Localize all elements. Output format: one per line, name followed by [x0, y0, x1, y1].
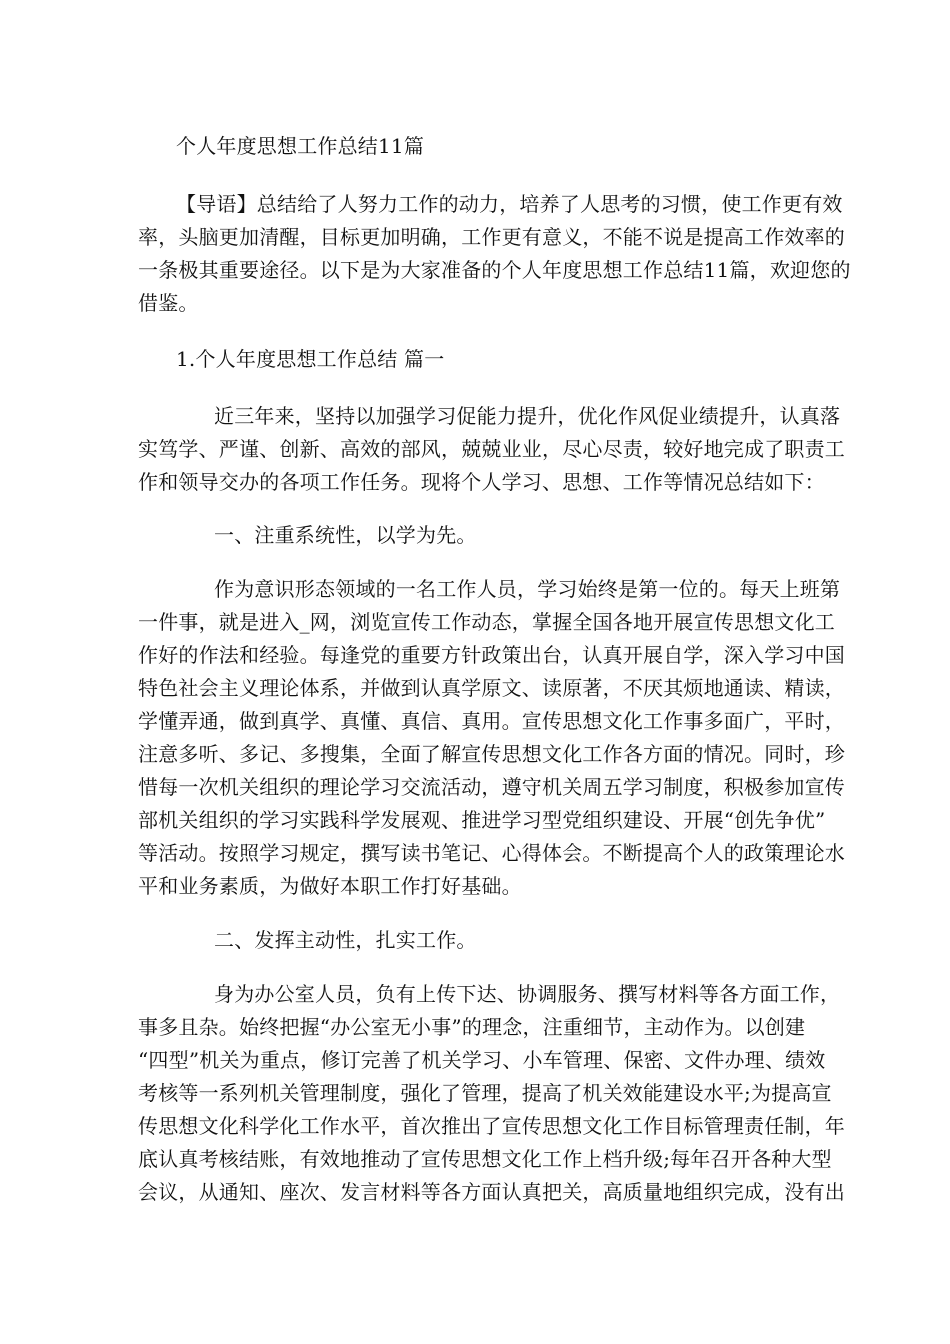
paragraph-line: 近三年来，坚持以加强学习促能力提升，优化作风促业绩提升，认真落 [214, 404, 841, 428]
intro-line: 借鉴。 [138, 291, 199, 315]
section-heading: 1.个人年度思想工作总结 篇一 [176, 347, 445, 371]
intro-line: 率，头脑更加清醒，目标更加明确，工作更有意义，不能不说是提高工作效率的 [138, 225, 845, 249]
paragraph-line: 作好的作法和经验。每逢党的重要方针政策出台，认真开展自学，深入学习中国 [138, 643, 845, 667]
paragraph-line: 等活动。按照学习规定，撰写读书笔记、心得体会。不断提高个人的政策理论水 [138, 841, 845, 865]
paragraph-line: 事多且杂。始终把握“办公室无小事”的理念，注重细节，主动作为。以创建 [138, 1015, 806, 1039]
paragraph-line: 注意多听、多记、多搜集，全面了解宣传思想文化工作各方面的情况。同时，珍 [138, 742, 845, 766]
paragraph-line: 传思想文化科学化工作水平，首次推出了宣传思想文化工作目标管理责任制，年 [138, 1114, 845, 1138]
paragraph-line: 会议，从通知、座次、发言材料等各方面认真把关，高质量地组织完成，没有出 [138, 1180, 845, 1204]
paragraph-line: 学懂弄通，做到真学、真懂、真信、真用。宣传思想文化工作事多面广，平时， [138, 709, 845, 733]
paragraph-line: 平和业务素质，为做好本职工作打好基础。 [138, 874, 522, 898]
paragraph-line: 特色社会主义理论体系，并做到认真学原文、读原著，不厌其烦地通读、精读， [138, 676, 845, 700]
subheading: 一、注重系统性，以学为先。 [214, 523, 477, 547]
paragraph-line: 部机关组织的学习实践科学发展观、推进学习型党组织建设、开展“创先争优” [138, 808, 826, 832]
paragraph-line: 身为办公室人员，负有上传下达、协调服务、撰写材料等各方面工作， [214, 982, 841, 1006]
paragraph-line: 考核等一系列机关管理制度，强化了管理，提高了机关效能建设水平;为提高宣 [138, 1081, 832, 1105]
paragraph-line: 惜每一次机关组织的理论学习交流活动，遵守机关周五学习制度，积极参加宣传 [138, 775, 845, 799]
paragraph-line: 作为意识形态领域的一名工作人员，学习始终是第一位的。每天上班第 [214, 577, 841, 601]
paragraph-line: 作和领导交办的各项工作任务。现将个人学习、思想、工作等情况总结如下： [138, 470, 825, 494]
paragraph-line: 一件事，就是进入_网，浏览宣传工作动态，掌握全国各地开展宣传思想文化工 [138, 610, 835, 634]
paragraph-line: “四型”机关为重点，修订完善了机关学习、小车管理、保密、文件办理、绩效 [138, 1048, 826, 1072]
paragraph-line: 底认真考核结账，有效地推动了宣传思想文化工作上档升级;每年召开各种大型 [138, 1147, 832, 1171]
subheading: 二、发挥主动性，扎实工作。 [214, 928, 477, 952]
intro-line: 一条极其重要途径。以下是为大家准备的个人年度思想工作总结11篇，欢迎您的 [138, 258, 851, 282]
intro-line: 【导语】总结给了人努力工作的动力，培养了人思考的习惯，使工作更有效 [176, 192, 843, 216]
paragraph-line: 实笃学、严谨、创新、高效的部风，兢兢业业，尽心尽责，较好地完成了职责工 [138, 437, 845, 461]
document-title: 个人年度思想工作总结11篇 [176, 134, 425, 158]
